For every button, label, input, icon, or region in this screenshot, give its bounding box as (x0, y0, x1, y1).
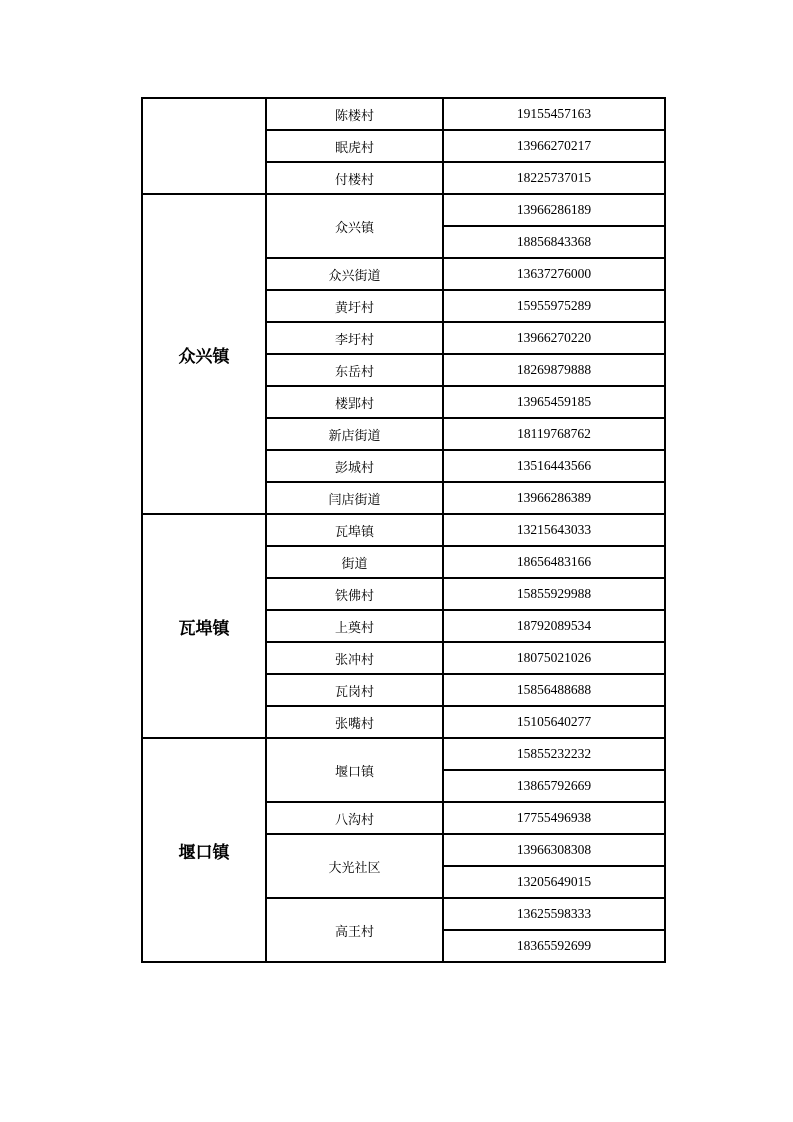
village-cell: 楼郢村 (266, 386, 443, 418)
village-cell: 付楼村 (266, 162, 443, 194)
phone-cell: 18792089534 (443, 610, 665, 642)
phone-cell: 18269879888 (443, 354, 665, 386)
town-cell (142, 98, 266, 194)
village-cell: 张冲村 (266, 642, 443, 674)
village-cell: 李圩村 (266, 322, 443, 354)
phone-cell: 15855232232 (443, 738, 665, 770)
phone-cell: 15955975289 (443, 290, 665, 322)
phone-cell: 18656483166 (443, 546, 665, 578)
phone-cell: 13966270217 (443, 130, 665, 162)
table-body (142, 98, 665, 962)
phone-cell: 17755496938 (443, 802, 665, 834)
phone-cell: 13965459185 (443, 386, 665, 418)
village-cell: 上奠村 (266, 610, 443, 642)
phone-cell: 13625598333 (443, 898, 665, 930)
town-cell: 瓦埠镇 (142, 514, 266, 738)
town-cell: 众兴镇 (142, 194, 266, 514)
village-cell: 众兴镇 (266, 194, 443, 258)
phone-cell: 13215643033 (443, 514, 665, 546)
village-cell: 铁佛村 (266, 578, 443, 610)
village-cell: 大光社区 (266, 834, 443, 898)
phone-cell: 13966286189 (443, 194, 665, 226)
phone-cell: 18075021026 (443, 642, 665, 674)
phone-cell: 19155457163 (443, 98, 665, 130)
phone-cell: 13205649015 (443, 866, 665, 898)
village-cell: 东岳村 (266, 354, 443, 386)
village-cell: 陈楼村 (266, 98, 443, 130)
village-cell: 街道 (266, 546, 443, 578)
village-cell: 众兴街道 (266, 258, 443, 290)
phone-cell: 13966308308 (443, 834, 665, 866)
table-row (142, 514, 665, 546)
table-row (142, 738, 665, 770)
phone-cell: 18119768762 (443, 418, 665, 450)
table-row (142, 98, 665, 130)
phone-cell: 13637276000 (443, 258, 665, 290)
phone-cell: 18225737015 (443, 162, 665, 194)
village-cell: 八沟村 (266, 802, 443, 834)
phone-cell: 13516443566 (443, 450, 665, 482)
village-cell: 堰口镇 (266, 738, 443, 802)
table-row (142, 194, 665, 226)
village-cell: 彭城村 (266, 450, 443, 482)
phone-cell: 15856488688 (443, 674, 665, 706)
village-cell: 张嘴村 (266, 706, 443, 738)
phone-cell: 13865792669 (443, 770, 665, 802)
phone-cell: 15105640277 (443, 706, 665, 738)
phone-cell: 13966286389 (443, 482, 665, 514)
village-cell: 瓦岗村 (266, 674, 443, 706)
phone-cell: 15855929988 (443, 578, 665, 610)
village-cell: 高王村 (266, 898, 443, 962)
phone-cell: 13966270220 (443, 322, 665, 354)
village-cell: 眠虎村 (266, 130, 443, 162)
contact-table (141, 97, 666, 963)
phone-cell: 18856843368 (443, 226, 665, 258)
village-cell: 瓦埠镇 (266, 514, 443, 546)
town-cell: 堰口镇 (142, 738, 266, 962)
village-cell: 闫店街道 (266, 482, 443, 514)
village-cell: 新店街道 (266, 418, 443, 450)
village-cell: 黄圩村 (266, 290, 443, 322)
phone-cell: 18365592699 (443, 930, 665, 962)
